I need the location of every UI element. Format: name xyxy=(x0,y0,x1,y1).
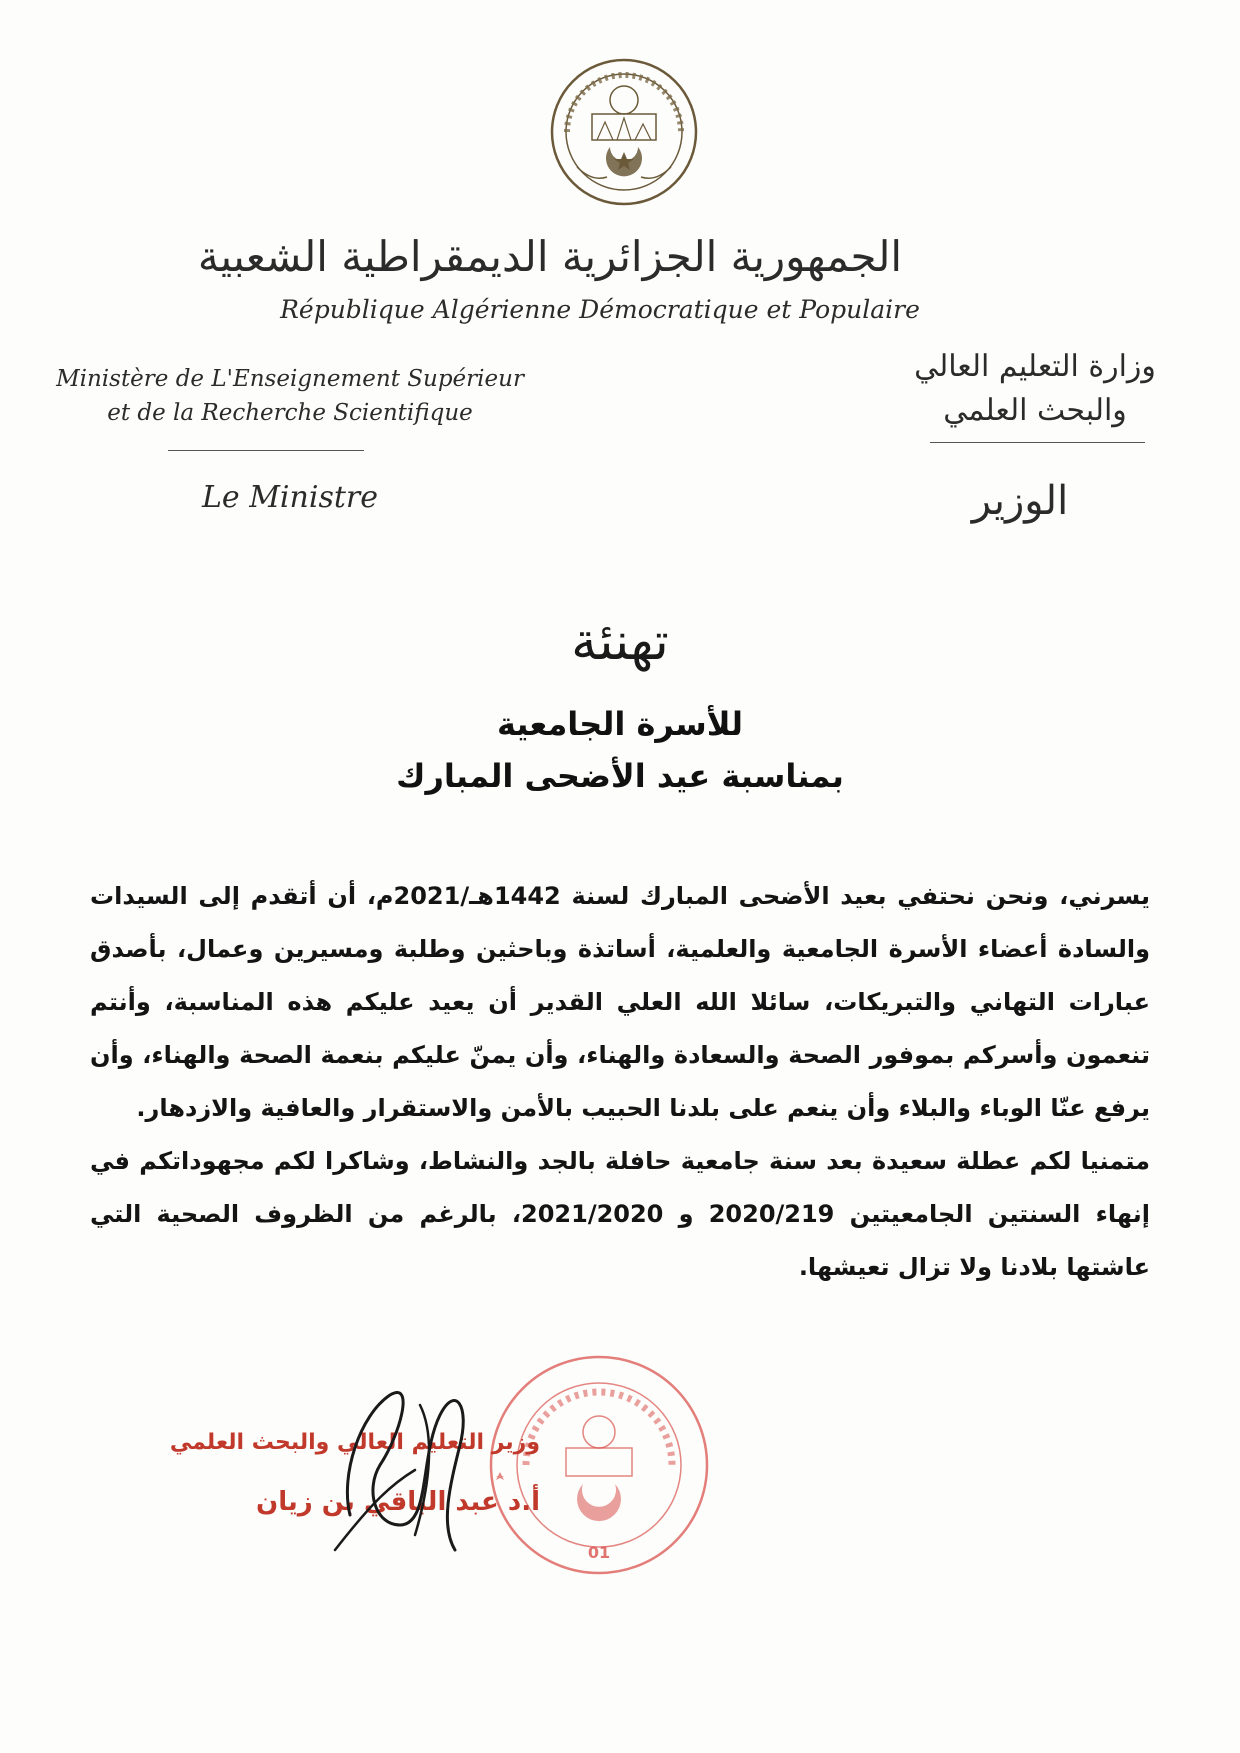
republic-french-title: République Algérienne Démocratique et Populaire xyxy=(280,295,920,324)
ministry-french-line2: et de la Recherche Scientifique xyxy=(107,400,473,426)
ministry-french-line1: Ministère de L'Enseignement Supérieur xyxy=(56,366,524,392)
subtitle-university-family: للأسرة الجامعية xyxy=(496,705,744,743)
ministry-french-divider xyxy=(168,450,364,451)
congratulation-heading: تهنئة xyxy=(571,612,669,672)
ministry-french xyxy=(30,362,550,430)
stamp-number: 01 xyxy=(587,1543,611,1562)
body-paragraph-2: متمنيا لكم عطلة سعيدة بعد سنة جامعية حافلة بالجد والنشاط، وشاكرا لكم مجهوداتكم في إنهاء السنتين الجامعيتين 2020/219 و 2021/2020، بالرغم من الظروف الصحية التي عاشتها بلادنا ولا تزال تعيشها. xyxy=(90,1147,1150,1281)
body-paragraph-1: يسرني، ونحن نحتفي بعيد الأضحى المبارك لسنة 1442هـ/2021م، أن أتقدم إلى السيدات والسادة أعضاء الأسرة الجامعية والعلمية، أساتذة وباحثين وطلبة ومسيرين وعمال، بأصدق عبارات التهاني والتبريكات، سائلا الله العلي القدير أن يعيد عليكم هذه المناسبة، وأنتم تنعمون وأسركم بموفور الصحة والسعادة والهناء، وأن يمنّ عليكم بنعمة الصحة والهناء، وأن يرفع عنّا الوباء والبلاء وأن ينعم على بلدنا الحبيب بالأمن والاستقرار والعافية والازدهار. xyxy=(90,882,1150,1122)
official-red-stamp-icon xyxy=(486,1352,712,1578)
minister-arabic-label: الوزير xyxy=(971,478,1069,524)
letter-body xyxy=(90,870,1150,1294)
republic-arabic-title: الجمهورية الجزائرية الديمقراطية الشعبية xyxy=(197,232,903,281)
ministry-arabic-line1: وزارة التعليم العالي xyxy=(914,349,1156,384)
handwritten-signature-icon xyxy=(320,1375,490,1565)
minister-french-label: Le Ministre xyxy=(202,480,378,515)
signatory-name: أ.د عبد الباقي بن زيان xyxy=(256,1487,540,1517)
algeria-emblem-seal-icon xyxy=(547,52,701,212)
ministry-arabic-divider xyxy=(930,442,1145,443)
ministry-arabic-line2: والبحث العلمي xyxy=(943,393,1127,428)
ministry-arabic xyxy=(870,345,1200,433)
subtitle-eid-occasion: بمناسبة عيد الأضحى المبارك xyxy=(396,757,844,795)
signatory-title: وزير التعليم العالي والبحث العلمي xyxy=(169,1430,540,1455)
